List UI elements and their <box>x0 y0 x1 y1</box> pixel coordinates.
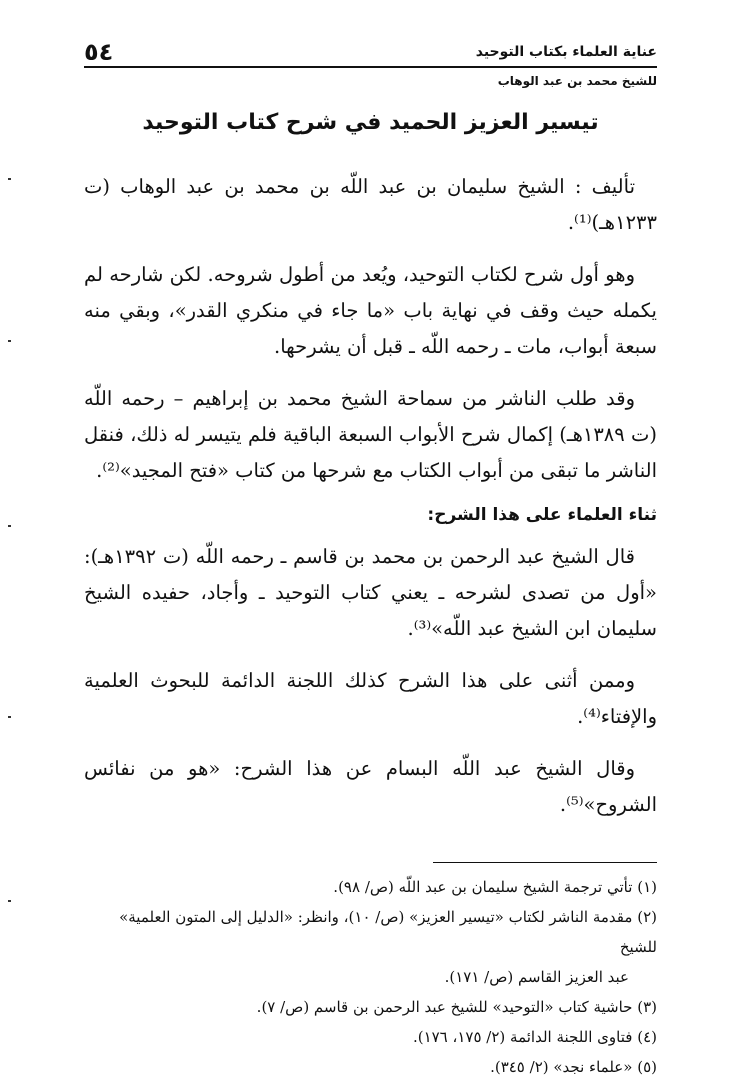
footnote-text: «علماء نجد» (٢/ ٣٤٥). <box>490 1058 633 1076</box>
margin-mark <box>8 900 11 902</box>
margin-mark <box>8 525 11 527</box>
footnote-text: فتاوى اللجنة الدائمة (٢/ ١٧٥، ١٧٦). <box>412 1028 633 1046</box>
running-title: عناية العلماء بكتاب التوحيد <box>475 44 657 60</box>
footnote-continuation: عبد العزيز القاسم (ص/ ١٧١). <box>444 968 629 986</box>
page-header <box>84 38 657 98</box>
margin-mark <box>8 340 11 342</box>
publisher-paragraph: وقد طلب الناشر من سماحة الشيخ محمد بن إبراهيم – رحمه اللّه (ت ١٣٨٩هـ) إكمال شرح الأبواب السبعة الباقية فلم يتيسر له ذلك، فنقل الناشر ما تبقى من أبواب الكتاب مع شرحها من كتاب «فتح المجيد»⁽²⁾. <box>84 387 657 482</box>
footnote-number: (٤) <box>637 1028 657 1046</box>
footnote-number: (٣) <box>637 998 657 1016</box>
footnote-separator <box>433 862 657 863</box>
section-heading: ثناء العلماء على هذا الشرح: <box>427 505 657 525</box>
footnote-number: (٢) <box>637 908 657 926</box>
margin-mark <box>8 178 11 180</box>
praise-paragraph: وممن أثنى على هذا الشرح كذلك اللجنة الدائمة للبحوث العلمية والإفتاء⁽⁴⁾. <box>84 669 657 728</box>
footnotes <box>84 872 657 1082</box>
footnote <box>84 872 657 902</box>
header-rule <box>84 66 657 68</box>
running-author: للشيخ محمد بن عبد الوهاب <box>497 74 657 88</box>
page-number: ٥٤ <box>84 38 114 66</box>
footnote-text: حاشية كتاب «التوحيد» للشيخ عبد الرحمن بن قاسم (ص/ ٧). <box>256 998 633 1016</box>
author-paragraph: تأليف : الشيخ سليمان بن عبد اللّه بن محمد بن عبد الوهاب (ت ١٢٣٣هـ)⁽¹⁾. <box>84 175 657 234</box>
description-paragraph: وهو أول شرح لكتاب التوحيد، ويُعد من أطول شروحه. لكن شارحه لم يكمله حيث وقف في نهاية باب «ما جاء في منكري القدر»، وبقي منه سبعة أبواب، مات ـ رحمه اللّه ـ قبل أن يشرحها. <box>84 263 657 358</box>
praise-paragraph: قال الشيخ عبد الرحمن بن محمد بن قاسم ـ رحمه اللّه (ت ١٣٩٢هـ): «أول من تصدى لشرحه ـ يعني كتاب التوحيد ـ وأجاد، حفيده الشيخ سليمان ابن الشيخ عبد اللّه»⁽³⁾. <box>84 545 657 640</box>
footnote-text: مقدمة الناشر لكتاب «تيسير العزيز» (ص/ ١٠)، وانظر: «الدليل إلى المتون العلمية» للشيخ <box>119 908 657 956</box>
footnote <box>84 1022 657 1052</box>
footnote-number: (٥) <box>637 1058 657 1076</box>
footnote <box>84 1052 657 1082</box>
book-title: تيسير العزيز الحميد في شرح كتاب التوحيد <box>142 110 599 135</box>
footnote <box>84 992 657 1022</box>
praise-paragraph: وقال الشيخ عبد اللّه البسام عن هذا الشرح: «هو من نفائس الشروح»⁽⁵⁾. <box>84 757 657 816</box>
footnote-text: تأتي ترجمة الشيخ سليمان بن عبد اللّه (ص/ ٩٨). <box>333 878 633 896</box>
main-text <box>84 110 657 839</box>
footnote-number: (١) <box>637 878 657 896</box>
margin-mark <box>8 716 11 718</box>
footnote <box>84 902 657 992</box>
